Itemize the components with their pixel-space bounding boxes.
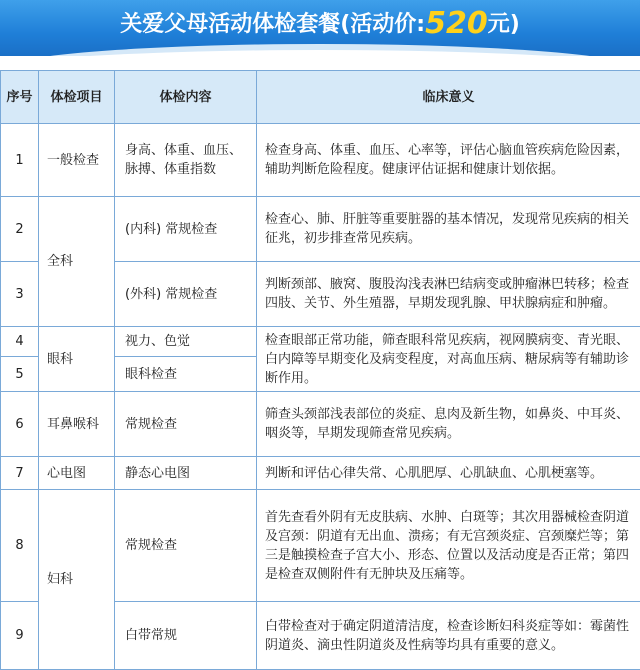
exam-item: 一般检查 — [39, 124, 115, 197]
exam-content: (外科) 常规检查 — [115, 262, 257, 327]
row-number: 1 — [1, 124, 39, 197]
exam-content: 视力、色觉 — [115, 327, 257, 357]
exam-content: 白带常规 — [115, 602, 257, 670]
exam-item: 全科 — [39, 197, 115, 327]
exam-item: 心电图 — [39, 457, 115, 490]
price-value: 520 — [425, 6, 488, 41]
table-row — [1, 490, 640, 602]
row-number: 7 — [1, 457, 39, 490]
exam-item: 眼科 — [39, 327, 115, 392]
exam-content: 常规检查 — [115, 490, 257, 602]
row-number: 5 — [1, 357, 39, 392]
checkup-table — [0, 70, 640, 670]
table-row — [1, 197, 640, 262]
title-prefix: 关爱父母活动体检套餐(活动价: — [120, 12, 425, 37]
header-content: 体检内容 — [115, 71, 257, 124]
exam-content: 身高、体重、血压、脉搏、体重指数 — [115, 124, 257, 197]
clinical-meaning: 首先查看外阴有无皮肤病、水肿、白斑等；其次用器械检查阴道及宫颈：阴道有无出血、溃疡；有无宫颈炎症、宫颈糜烂等；第三是触摸检查子宫大小、形态、位置以及活动度是否正常；第四是检查双侧附件有无肿块及压痛等。 — [257, 490, 640, 602]
clinical-meaning: 检查眼部正常功能，筛查眼科常见疾病，视网膜病变、青光眼、白内障等早期变化及病变程度，对高血压病、糖尿病等有辅助诊断作用。 — [257, 327, 640, 392]
exam-content: 眼科检查 — [115, 357, 257, 392]
row-number: 9 — [1, 602, 39, 670]
row-number: 6 — [1, 392, 39, 457]
clinical-meaning: 检查身高、体重、血压、心率等，评估心脑血管疾病危险因素，辅助判断危险程度。健康评估证据和健康计划依据。 — [257, 124, 640, 197]
header-num: 序号 — [1, 71, 39, 124]
clinical-meaning: 白带检查对于确定阴道清洁度，检查诊断妇科炎症等如：霉菌性阴道炎、滴虫性阴道炎及性病等均具有重要的意义。 — [257, 602, 640, 670]
exam-item: 妇科 — [39, 490, 115, 670]
page-title — [0, 4, 640, 45]
exam-item: 耳鼻喉科 — [39, 392, 115, 457]
clinical-meaning: 检查心、肺、肝脏等重要脏器的基本情况，发现常见疾病的相关征兆，初步排查常见疾病。 — [257, 197, 640, 262]
table-row — [1, 392, 640, 457]
row-number: 2 — [1, 197, 39, 262]
header-item: 体检项目 — [39, 71, 115, 124]
table-row — [1, 457, 640, 490]
header-meaning: 临床意义 — [257, 71, 640, 124]
table-header-row — [1, 71, 640, 124]
table-row — [1, 327, 640, 357]
clinical-meaning: 判断颈部、腋窝、腹股沟浅表淋巴结病变或肿瘤淋巴转移；检查四肢、关节、外生殖器，早期发现乳腺、甲状腺病症和肿瘤。 — [257, 262, 640, 327]
exam-content: 常规检查 — [115, 392, 257, 457]
exam-content: (内科) 常规检查 — [115, 197, 257, 262]
row-number: 3 — [1, 262, 39, 327]
clinical-meaning: 筛查头颈部浅表部位的炎症、息肉及新生物，如鼻炎、中耳炎、咽炎等，早期发现筛查常见疾病。 — [257, 392, 640, 457]
clinical-meaning: 判断和评估心律失常、心肌肥厚、心肌缺血、心肌梗塞等。 — [257, 457, 640, 490]
table-row — [1, 124, 640, 197]
row-number: 8 — [1, 490, 39, 602]
exam-content: 静态心电图 — [115, 457, 257, 490]
row-number: 4 — [1, 327, 39, 357]
title-suffix: 元) — [488, 12, 520, 37]
title-banner — [0, 0, 640, 56]
